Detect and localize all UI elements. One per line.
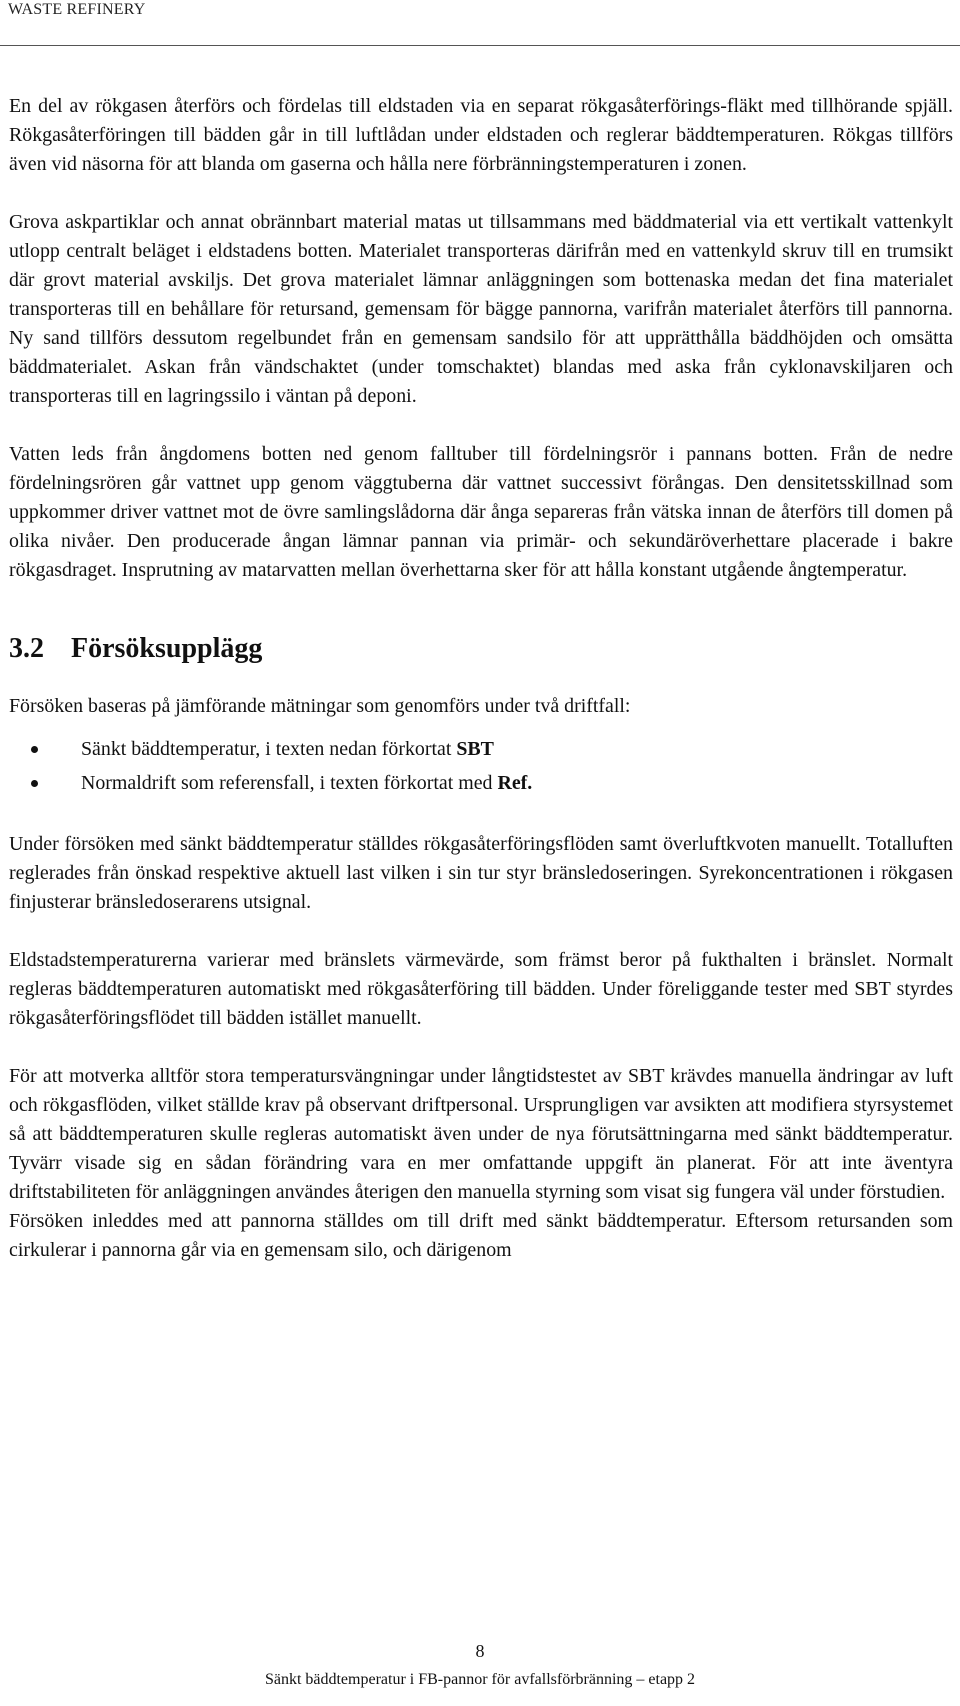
- list-item-abbreviation: Ref.: [497, 772, 533, 794]
- paragraph-motverka: För att motverka alltför stora temperatursvängningar under långtidstestet av SBT krävdes manuella ändringar av luft och rökgasflöden, vilket ställde krav på observant driftpersonal. Ursprungligen var avsikten att modifiera styrsystemet så att bäddtemperaturen skulle regleras automatiskt även under de nya förutsättningarna med sänkt bäddtemperatur. Tyvärr visade sig en sådan förändring vara en mer omfattande uppgift än planerat. För att inte äventyra driftstabiliteten för anläggningen användes återigen den manuella styrning som visat sig fungera väl under förstudien.: [9, 1065, 953, 1203]
- section-heading: [9, 632, 953, 666]
- document-body: [9, 92, 953, 1265]
- paragraph-askpartiklar: Grova askpartiklar och annat obrännbart material matas ut tillsammans med bäddmaterial via ett vertikalt vattenkylt utlopp centralt beläget i eldstadens botten. Materialet transporteras därifrån med en vattenkyld skruv till en trumsikt där grovt material avskiljs. Det grova materialet lämnar anläggningen som bottenaska medan det fina materialet transporteras till en behållare för retursand, gemensam för bägge pannorna, varifrån materialet återförs till pannorna. Ny sand tillförs dessutom regelbundet från en gemensam sandsilo för att upprätthålla bäddhöjden och omsätta bäddmaterialet. Askan från vändschaktet (under tomschaktet) blandas med aska från cyklonavskiljaren och transporteras till en lagringssilo i väntan på deponi.: [9, 211, 953, 407]
- page-number: 8: [475, 1641, 485, 1661]
- section-number: 3.2: [9, 633, 44, 664]
- paragraph-rokgas: En del av rökgasen återförs och fördelas till eldstaden via en separat rökgasåterförings-fläkt med tillhörande spjäll. Rökgasåterföringen till bädden går in till luftlådan under eldstaden och reglerar bäddtemperaturen. Rökgas tillförs även vid näsorna för att blanda om gaserna och hålla nere förbränningstemperaturen i zonen.: [9, 95, 953, 175]
- bullet-list: [9, 735, 953, 803]
- running-footer: Sänkt bäddtemperatur i FB-pannor för avfallsförbränning – etapp 2: [264, 1671, 696, 1688]
- section-intro: Försöken baseras på jämförande mätningar som genomförs under två driftfall:: [9, 695, 631, 717]
- paragraph-forsoken-inleddes: Försöken inleddes med att pannorna ställdes om till drift med sänkt bäddtemperatur. Eftersom retursanden som cirkulerar i pannorna går via en gemensam silo, och därigenom: [9, 1210, 953, 1261]
- list-item: [9, 769, 953, 803]
- list-item-text: Normaldrift som referensfall, i texten förkortat med: [81, 772, 498, 794]
- paragraph-vatten: Vatten leds från ångdomens botten ned genom falltuber till fördelningsrör i pannans botten. Från de nedre fördelningsrören går vattnet upp genom väggtuberna där vattnet successivt förångas. Den densitetsskillnad som uppkommer driver vattnet mot de övre samlingslådorna där ånga separeras från vätska innan de återförs till domen på olika nivåer. Den producerade ångan lämnar pannan via primär- och sekundäröverhettare placerade i bakre rökgasdraget. Insprutning av matarvatten mellan överhettarna sker för att hålla konstant utgående ångtemperatur.: [9, 443, 953, 581]
- list-item: [9, 735, 953, 769]
- section-title: Försöksupplägg: [71, 633, 263, 664]
- header-rule: [0, 45, 960, 46]
- list-item-text: Sänkt bäddtemperatur, i texten nedan förkortat: [81, 738, 457, 760]
- bullet-dot-icon: [31, 780, 38, 787]
- paragraph-under-forsoken: Under försöken med sänkt bäddtemperatur ställdes rökgasåterföringsflöden samt överluftkvoten manuellt. Totalluften reglerades från önskad respektive aktuell last vilken i sin tur styr bränsledoseringen. Syrekoncentrationen i rökgasen finjusterar bränsledoserarens utsignal.: [9, 833, 953, 913]
- list-item-abbreviation: SBT: [456, 738, 494, 760]
- running-header: WASTE REFINERY: [8, 1, 146, 18]
- bullet-dot-icon: [31, 746, 38, 753]
- paragraph-eldstadstemperaturerna: Eldstadstemperaturerna varierar med bränslets värmevärde, som främst beror på fukthalten i bränslet. Normalt regleras bäddtemperaturen automatiskt med rökgasåterföring till bädden. Under föreliggande tester med SBT styrdes rökgasåterföringsflödet till bädden istället manuellt.: [9, 949, 953, 1029]
